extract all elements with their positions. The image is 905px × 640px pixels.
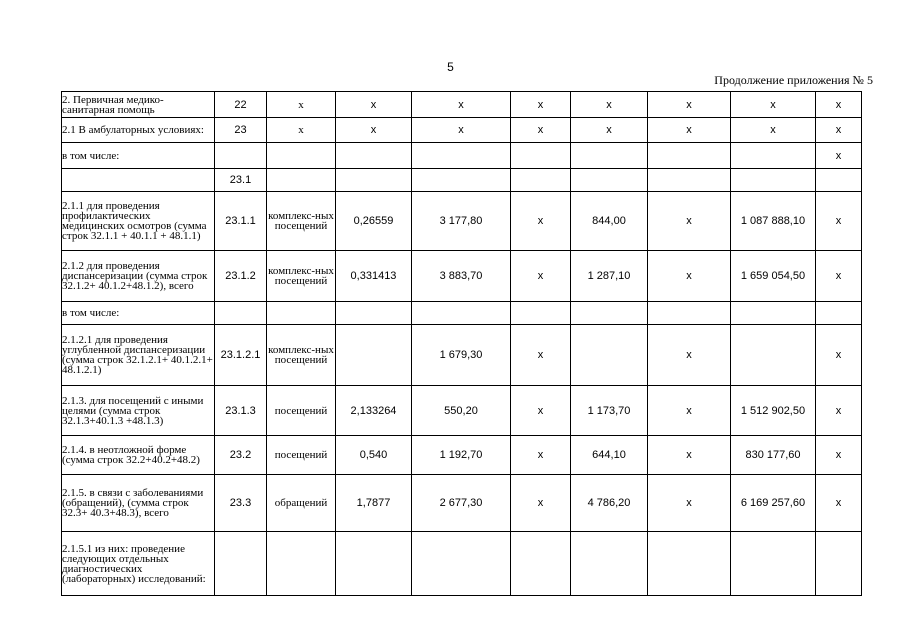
unit-cell xyxy=(267,302,336,325)
value-cell: х xyxy=(816,118,862,143)
value-cell: х xyxy=(511,251,571,302)
value-cell xyxy=(571,169,648,192)
value-cell: х xyxy=(336,92,412,118)
value-cell: 1 192,70 xyxy=(412,436,511,475)
row-name-cell: в том числе: xyxy=(62,143,215,169)
unit-cell xyxy=(267,169,336,192)
row-code-cell: 23.1.2 xyxy=(215,251,267,302)
row-name-cell: 2.1.4. в неотложной форме (сумма строк 32.2+40.2+48.2) xyxy=(62,436,215,475)
row-code-cell: 22 xyxy=(215,92,267,118)
row-name-cell: в том числе: xyxy=(62,302,215,325)
value-cell: х xyxy=(648,251,731,302)
appendix-note: Продолжение приложения № 5 xyxy=(714,73,873,87)
value-cell xyxy=(511,169,571,192)
row-code-cell xyxy=(215,532,267,596)
data-table xyxy=(61,91,862,596)
row-code-cell xyxy=(215,143,267,169)
value-cell: х xyxy=(648,325,731,386)
unit-cell: посещений xyxy=(267,386,336,436)
value-cell: 6 169 257,60 xyxy=(731,475,816,532)
value-cell: 0,331413 xyxy=(336,251,412,302)
row-name-cell: 2. Первичная медико-санитарная помощь xyxy=(62,92,215,118)
value-cell xyxy=(731,532,816,596)
row-code-cell: 23.2 xyxy=(215,436,267,475)
table-row xyxy=(62,436,862,475)
value-cell xyxy=(412,143,511,169)
value-cell: х xyxy=(816,192,862,251)
value-cell xyxy=(571,532,648,596)
row-code-cell: 23.1.2.1 xyxy=(215,325,267,386)
value-cell: 1 087 888,10 xyxy=(731,192,816,251)
value-cell: х xyxy=(571,92,648,118)
value-cell: х xyxy=(336,118,412,143)
unit-cell: обращений xyxy=(267,475,336,532)
unit-cell: посещений xyxy=(267,436,336,475)
unit-cell: комплекс-ных посещений xyxy=(267,251,336,302)
unit-cell: х xyxy=(267,92,336,118)
value-cell: 0,540 xyxy=(336,436,412,475)
value-cell xyxy=(731,325,816,386)
value-cell xyxy=(412,532,511,596)
value-cell: 644,10 xyxy=(571,436,648,475)
unit-cell: х xyxy=(267,118,336,143)
value-cell xyxy=(336,169,412,192)
value-cell: х xyxy=(731,118,816,143)
value-cell xyxy=(336,143,412,169)
value-cell: 1 659 054,50 xyxy=(731,251,816,302)
value-cell: х xyxy=(816,325,862,386)
value-cell: х xyxy=(648,92,731,118)
row-code-cell: 23.1.1 xyxy=(215,192,267,251)
row-code-cell: 23.3 xyxy=(215,475,267,532)
value-cell: 4 786,20 xyxy=(571,475,648,532)
value-cell: 3 177,80 xyxy=(412,192,511,251)
row-name-cell: 2.1.5.1 из них: проведение следующих отдельных диагностических (лабораторных) исследований: xyxy=(62,532,215,596)
value-cell: х xyxy=(412,92,511,118)
value-cell: 1 287,10 xyxy=(571,251,648,302)
value-cell xyxy=(511,532,571,596)
value-cell: 1,7877 xyxy=(336,475,412,532)
value-cell xyxy=(731,302,816,325)
value-cell: х xyxy=(511,436,571,475)
row-code-cell: 23.1 xyxy=(215,169,267,192)
value-cell xyxy=(412,302,511,325)
value-cell xyxy=(648,143,731,169)
row-name-cell: 2.1.1 для проведения профилактических медицинских осмотров (сумма строк 32.1.1 + 40.1.1 + 48.1.1) xyxy=(62,192,215,251)
table-row xyxy=(62,302,862,325)
value-cell xyxy=(571,325,648,386)
value-cell xyxy=(648,532,731,596)
value-cell: х xyxy=(648,475,731,532)
table-row xyxy=(62,192,862,251)
value-cell xyxy=(412,169,511,192)
value-cell: 1 512 902,50 xyxy=(731,386,816,436)
value-cell: х xyxy=(412,118,511,143)
table-row xyxy=(62,532,862,596)
value-cell xyxy=(571,143,648,169)
value-cell xyxy=(336,325,412,386)
value-cell: х xyxy=(511,92,571,118)
value-cell: х xyxy=(511,386,571,436)
value-cell: х xyxy=(648,436,731,475)
value-cell: х xyxy=(816,386,862,436)
value-cell xyxy=(816,169,862,192)
value-cell: 2 677,30 xyxy=(412,475,511,532)
value-cell: х xyxy=(731,92,816,118)
table-row xyxy=(62,143,862,169)
value-cell: 2,133264 xyxy=(336,386,412,436)
row-name-cell: 2.1.3. для посещений с иными целями (сумма строк 32.1.3+40.1.3 +48.1.3) xyxy=(62,386,215,436)
table-row xyxy=(62,386,862,436)
table-row xyxy=(62,475,862,532)
value-cell: х xyxy=(648,118,731,143)
value-cell xyxy=(336,302,412,325)
row-name-cell: 2.1.5. в связи с заболеваниями (обращений), (сумма строк 32.3+ 40.3+48.3), всего xyxy=(62,475,215,532)
value-cell xyxy=(511,302,571,325)
value-cell xyxy=(816,302,862,325)
table-row xyxy=(62,325,862,386)
value-cell xyxy=(816,532,862,596)
unit-cell xyxy=(267,532,336,596)
value-cell: 1 679,30 xyxy=(412,325,511,386)
value-cell xyxy=(731,169,816,192)
value-cell: х xyxy=(816,92,862,118)
value-cell xyxy=(648,169,731,192)
value-cell xyxy=(511,143,571,169)
table-row xyxy=(62,251,862,302)
value-cell xyxy=(571,302,648,325)
unit-cell: комплекс-ных посещений xyxy=(267,192,336,251)
value-cell: 1 173,70 xyxy=(571,386,648,436)
value-cell xyxy=(336,532,412,596)
value-cell: 830 177,60 xyxy=(731,436,816,475)
row-name-cell xyxy=(62,169,215,192)
value-cell: 0,26559 xyxy=(336,192,412,251)
value-cell: 550,20 xyxy=(412,386,511,436)
value-cell: х xyxy=(511,118,571,143)
value-cell: х xyxy=(511,192,571,251)
row-name-cell: 2.1 В амбулаторных условиях: xyxy=(62,118,215,143)
unit-cell: комплекс-ных посещений xyxy=(267,325,336,386)
row-name-cell: 2.1.2.1 для проведения углубленной диспансеризации (сумма строк 32.1.2.1+ 40.1.2.1+ 48.1.2.1) xyxy=(62,325,215,386)
table-row xyxy=(62,118,862,143)
value-cell xyxy=(648,302,731,325)
value-cell: х xyxy=(816,436,862,475)
value-cell: х xyxy=(511,325,571,386)
value-cell: 844,00 xyxy=(571,192,648,251)
value-cell: х xyxy=(816,251,862,302)
value-cell: х xyxy=(816,475,862,532)
row-code-cell xyxy=(215,302,267,325)
table-row xyxy=(62,169,862,192)
value-cell: х xyxy=(648,192,731,251)
row-code-cell: 23.1.3 xyxy=(215,386,267,436)
unit-cell xyxy=(267,143,336,169)
table-row xyxy=(62,92,862,118)
value-cell: х xyxy=(511,475,571,532)
page-number: 5 xyxy=(447,60,454,74)
value-cell: х xyxy=(648,386,731,436)
value-cell: х xyxy=(571,118,648,143)
value-cell: х xyxy=(816,143,862,169)
row-name-cell: 2.1.2 для проведения диспансеризации (сумма строк 32.1.2+ 40.1.2+48.1.2), всего xyxy=(62,251,215,302)
value-cell: 3 883,70 xyxy=(412,251,511,302)
value-cell xyxy=(731,143,816,169)
row-code-cell: 23 xyxy=(215,118,267,143)
